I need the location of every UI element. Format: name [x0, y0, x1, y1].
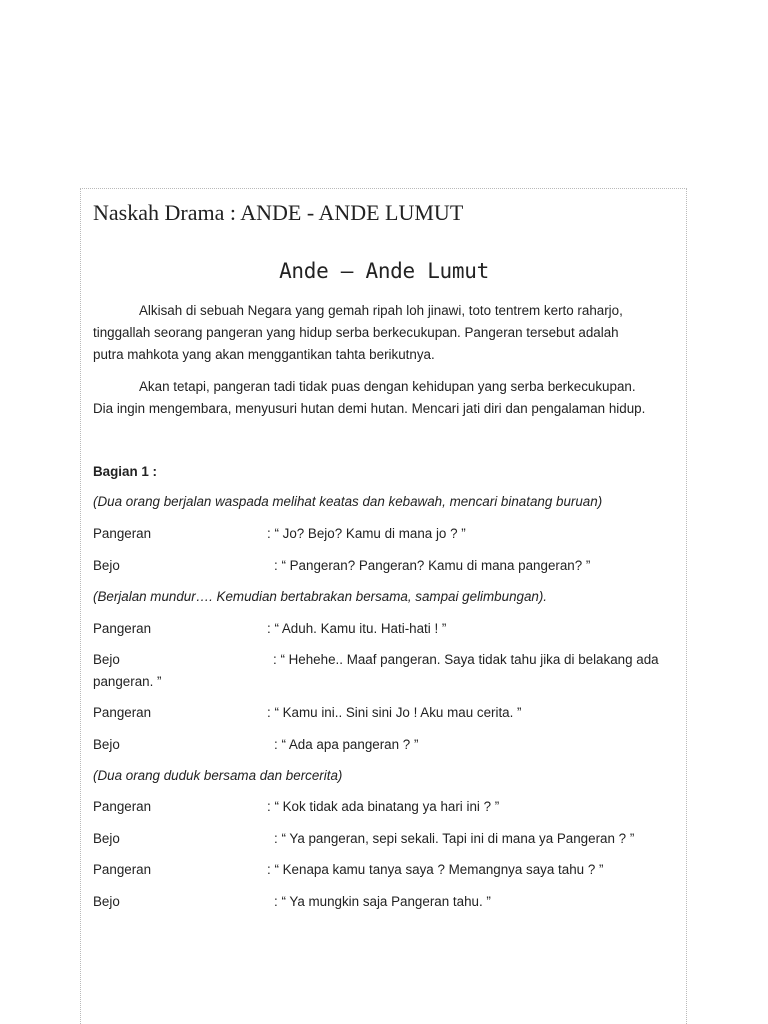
- dialogue-text: : “ Ada apa pangeran ? ”: [274, 737, 419, 752]
- dialogue-text: : “ Kok tidak ada binatang ya hari ini ? ”: [267, 799, 500, 814]
- document-title: Ande – Ande Lumut: [279, 259, 489, 283]
- speaker-name: Pangeran: [93, 526, 152, 541]
- paragraph-line: Akan tetapi, pangeran tadi tidak puas dengan kehidupan yang serba berkecukupan.: [139, 379, 636, 394]
- paragraph: [93, 376, 674, 420]
- speaker-name: Bejo: [93, 652, 120, 667]
- paragraph-line: putra mahkota yang akan menggantikan tahta berikutnya.: [93, 347, 435, 362]
- speaker-name: Pangeran: [93, 705, 152, 720]
- paragraph: [93, 300, 674, 366]
- speaker-name: Bejo: [93, 894, 120, 909]
- dialogue-text: : “ Ya pangeran, sepi sekali. Tapi ini di mana ya Pangeran ? ”: [274, 831, 635, 846]
- document-header-title: Naskah Drama : ANDE - ANDE LUMUT: [93, 200, 464, 225]
- speaker-name: Pangeran: [93, 862, 152, 877]
- dialogue-text-continued: pangeran. ”: [93, 674, 162, 689]
- stage-direction: (Berjalan mundur…. Kemudian bertabrakan bersama, sampai gelimbungan).: [93, 589, 548, 604]
- speaker-name: Bejo: [93, 558, 120, 573]
- section-label: Bagian 1 :: [93, 464, 157, 479]
- speaker-name: Bejo: [93, 831, 120, 846]
- dialogue-text: : “ Jo? Bejo? Kamu di mana jo ? ”: [267, 526, 466, 541]
- speaker-name: Bejo: [93, 737, 120, 752]
- stage-direction: (Dua orang berjalan waspada melihat keatas dan kebawah, mencari binatang buruan): [93, 494, 603, 509]
- dialogue-text: : “ Hehehe.. Maaf pangeran. Saya tidak tahu jika di belakang ada: [273, 652, 659, 667]
- stage-direction: (Dua orang duduk bersama dan bercerita): [93, 768, 343, 783]
- speaker-name: Pangeran: [93, 799, 152, 814]
- paragraph-line: Alkisah di sebuah Negara yang gemah ripah loh jinawi, toto tentrem kerto raharjo,: [139, 303, 623, 318]
- paragraph-line: tinggallah seorang pangeran yang hidup serba berkecukupan. Pangeran tersebut adalah: [93, 325, 619, 340]
- speaker-name: Pangeran: [93, 621, 152, 636]
- paragraph-line: Dia ingin mengembara, menyusuri hutan demi hutan. Mencari jati diri dan pengalaman hidup.: [93, 401, 646, 416]
- dialogue-text: : “ Kamu ini.. Sini sini Jo ! Aku mau cerita. ”: [267, 705, 522, 720]
- dialogue-text: : “ Pangeran? Pangeran? Kamu di mana pangeran? ”: [274, 558, 591, 573]
- dialogue-text: : “ Kenapa kamu tanya saya ? Memangnya saya tahu ? ”: [267, 862, 604, 877]
- dialogue-text: : “ Aduh. Kamu itu. Hati-hati ! ”: [267, 621, 447, 636]
- dialogue-text: : “ Ya mungkin saja Pangeran tahu. ”: [274, 894, 491, 909]
